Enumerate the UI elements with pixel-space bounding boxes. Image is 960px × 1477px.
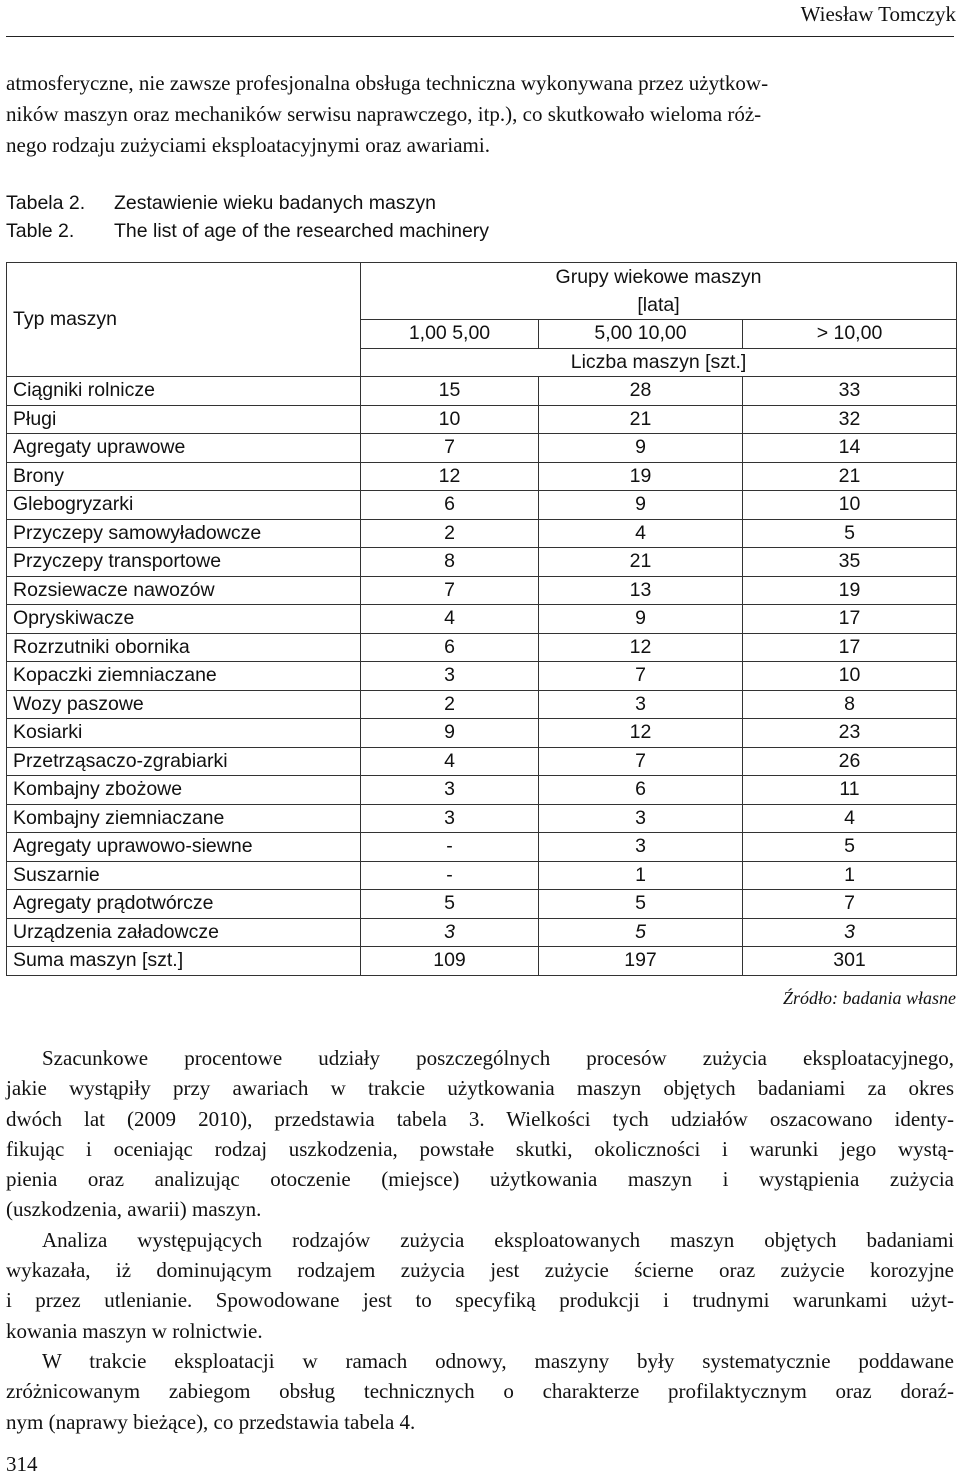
table-row	[7, 890, 957, 919]
row-count-cell: 7	[743, 890, 957, 919]
row-machine-type: Ciągniki rolnicze	[7, 377, 361, 406]
row-count-cell: 3	[361, 918, 539, 947]
body-line: W trakcie eksploatacji w ramach odnowy, maszyny były systematycznie poddawane	[42, 1348, 954, 1373]
body-line: Szacunkowe procentowe udziały poszczególnych procesów zużycia eksploatacyjnego,	[42, 1046, 954, 1070]
row-machine-type: Wozy paszowe	[7, 690, 361, 719]
row-machine-type: Rozrzutniki obornika	[7, 633, 361, 662]
table-row	[7, 548, 957, 577]
header-range: 5,00 10,00	[539, 320, 743, 349]
caption-title: The list of age of the researched machinery	[114, 220, 490, 242]
row-count-cell: 10	[361, 405, 539, 434]
row-count-cell: 3	[361, 776, 539, 805]
row-machine-type: Suszarnie	[7, 861, 361, 890]
row-count-cell: 6	[361, 491, 539, 520]
row-count-cell: 33	[743, 377, 957, 406]
row-count-cell: 7	[361, 576, 539, 605]
row-count-cell: -	[361, 861, 539, 890]
table-caption-en	[6, 220, 489, 243]
intro-paragraph	[6, 68, 952, 161]
intro-line: nego rodzaju zużyciami eksploatacyjnymi oraz awariami.	[6, 133, 490, 157]
row-count-cell: 2	[361, 690, 539, 719]
caption-title: Zestawienie wieku badanych maszyn	[114, 192, 436, 214]
header-rule	[6, 36, 954, 37]
row-machine-type: Glebogryzarki	[7, 491, 361, 520]
row-count-cell: 8	[743, 690, 957, 719]
row-count-cell: 15	[361, 377, 539, 406]
row-count-cell: 19	[743, 576, 957, 605]
table-row	[7, 861, 957, 890]
row-count-cell: 9	[539, 491, 743, 520]
row-machine-type: Urządzenia załadowcze	[7, 918, 361, 947]
row-count-cell: 21	[743, 462, 957, 491]
row-count-cell: 11	[743, 776, 957, 805]
table-row	[7, 662, 957, 691]
row-count-cell: 10	[743, 662, 957, 691]
row-count-cell: 3	[539, 833, 743, 862]
row-count-cell: 3	[539, 804, 743, 833]
body-line: jakie wystąpiły przy awariach w trakcie użytkowania maszyn objętych badaniami za okres	[6, 1076, 954, 1101]
row-count-cell: 9	[539, 434, 743, 463]
body-line: fikując i oceniając rodzaj uszkodzenia, powstałe skutki, okoliczności i warunki jego wystą-	[6, 1136, 954, 1161]
row-machine-type: Przyczepy transportowe	[7, 548, 361, 577]
row-count-cell: 7	[539, 747, 743, 776]
row-count-cell: 3	[539, 690, 743, 719]
intro-line: ników maszyn oraz mechaników serwisu naprawczego, itp.), co skutkowało wieloma róż-	[6, 102, 762, 126]
row-count-cell: 5	[361, 890, 539, 919]
row-machine-type: Kopaczki ziemniaczane	[7, 662, 361, 691]
row-count-cell: 1	[539, 861, 743, 890]
body-line: kowania maszyn w rolnictwie.	[6, 1318, 263, 1343]
row-count-cell: 28	[539, 377, 743, 406]
row-count-cell: -	[361, 833, 539, 862]
row-machine-type: Pługi	[7, 405, 361, 434]
row-machine-type: Agregaty uprawowo-siewne	[7, 833, 361, 862]
row-count-cell: 32	[743, 405, 957, 434]
source-note: Źródło: badania własne	[782, 988, 956, 1008]
table-row	[7, 605, 957, 634]
row-count-cell: 5	[743, 833, 957, 862]
intro-line: atmosferyczne, nie zawsze profesjonalna obsługa techniczna wykonywana przez użytkow-	[6, 71, 769, 95]
page-number: 314	[6, 1452, 38, 1476]
row-count-cell: 9	[539, 605, 743, 634]
row-machine-type: Kosiarki	[7, 719, 361, 748]
row-count-cell: 6	[539, 776, 743, 805]
table-row	[7, 462, 957, 491]
table-row	[7, 804, 957, 833]
table-row	[7, 719, 957, 748]
row-count-cell: 12	[539, 719, 743, 748]
row-count-cell: 5	[743, 519, 957, 548]
row-count-cell: 7	[539, 662, 743, 691]
body-text	[6, 1043, 954, 1437]
row-count-cell: 21	[539, 405, 743, 434]
row-machine-type: Przyczepy samowyładowcze	[7, 519, 361, 548]
row-count-cell: 19	[539, 462, 743, 491]
row-count-cell: 1	[743, 861, 957, 890]
body-paragraph	[6, 1346, 954, 1437]
row-count-cell: 5	[539, 918, 743, 947]
row-count-cell: 5	[539, 890, 743, 919]
row-count-cell: 12	[361, 462, 539, 491]
row-count-cell: 10	[743, 491, 957, 520]
table-row	[7, 776, 957, 805]
row-count-cell: 4	[361, 747, 539, 776]
header-age-groups	[361, 263, 957, 320]
row-machine-type: Agregaty uprawowe	[7, 434, 361, 463]
table-row	[7, 833, 957, 862]
body-line: i przez utlenianie. Spowodowane jest to specyfiką produkcji i trudnymi warunkami użyt-	[6, 1288, 954, 1313]
header-age-groups-unit: [lata]	[637, 294, 680, 316]
table-row	[7, 405, 957, 434]
table-caption-pl	[6, 192, 436, 215]
row-count-cell: 17	[743, 605, 957, 634]
header-age-groups-title: Grupy wiekowe maszyn	[555, 266, 762, 288]
total-count-cell: 301	[743, 947, 957, 976]
body-line: Analiza występujących rodzajów zużycia eksploatowanych maszyn objętych badaniami	[42, 1227, 954, 1252]
body-paragraph	[6, 1225, 954, 1346]
total-label: Suma maszyn [szt.]	[7, 947, 361, 976]
row-count-cell: 9	[361, 719, 539, 748]
row-machine-type: Rozsiewacze nawozów	[7, 576, 361, 605]
total-row	[7, 947, 957, 976]
running-header-author: Wiesław Tomczyk	[800, 2, 956, 26]
table-row	[7, 377, 957, 406]
table-row	[7, 918, 957, 947]
row-machine-type: Agregaty prądotwórcze	[7, 890, 361, 919]
table-row	[7, 747, 957, 776]
row-count-cell: 3	[361, 804, 539, 833]
table-row	[7, 519, 957, 548]
machinery-age-table	[6, 262, 957, 976]
table-row	[7, 690, 957, 719]
table-row	[7, 491, 957, 520]
header-range: > 10,00	[743, 320, 957, 349]
row-machine-type: Kombajny zbożowe	[7, 776, 361, 805]
row-count-cell: 6	[361, 633, 539, 662]
row-count-cell: 14	[743, 434, 957, 463]
body-line: nym (naprawy bieżące), co przedstawia tabela 4.	[6, 1409, 416, 1434]
row-count-cell: 17	[743, 633, 957, 662]
header-range: 1,00 5,00	[361, 320, 539, 349]
body-line: (uszkodzenia, awarii) maszyn.	[6, 1197, 262, 1222]
row-count-cell: 12	[539, 633, 743, 662]
row-count-cell: 3	[361, 662, 539, 691]
body-paragraph	[6, 1043, 954, 1225]
row-machine-type: Brony	[7, 462, 361, 491]
row-count-cell: 21	[539, 548, 743, 577]
row-count-cell: 8	[361, 548, 539, 577]
caption-number: Table 2.	[6, 220, 75, 242]
row-machine-type: Kombajny ziemniaczane	[7, 804, 361, 833]
row-count-cell: 4	[743, 804, 957, 833]
row-count-cell: 4	[539, 519, 743, 548]
total-count-cell: 109	[361, 947, 539, 976]
row-count-cell: 4	[361, 605, 539, 634]
table-row	[7, 434, 957, 463]
table-row	[7, 633, 957, 662]
row-count-cell: 7	[361, 434, 539, 463]
row-count-cell: 35	[743, 548, 957, 577]
row-machine-type: Opryskiwacze	[7, 605, 361, 634]
table-row	[7, 576, 957, 605]
row-count-cell: 23	[743, 719, 957, 748]
body-line: wykazała, iż dominującym rodzajem zużycia jest zużycie ścierne oraz zużycie korozyjne	[6, 1258, 954, 1283]
body-line: zróżnicowanym zabiegom obsług technicznych o charakterze profilaktycznym oraz doraź-	[6, 1379, 954, 1404]
header-count-label: Liczba maszyn [szt.]	[361, 348, 957, 377]
body-line: pienia oraz analizując otoczenie (miejsce) użytkowania maszyn i wystąpienia zużycia	[6, 1167, 954, 1192]
row-count-cell: 13	[539, 576, 743, 605]
caption-number: Tabela 2.	[6, 192, 86, 214]
row-machine-type: Przetrząsaczo-zgrabiarki	[7, 747, 361, 776]
row-count-cell: 2	[361, 519, 539, 548]
row-count-cell: 3	[743, 918, 957, 947]
row-count-cell: 26	[743, 747, 957, 776]
total-count-cell: 197	[539, 947, 743, 976]
header-machine-type: Typ maszyn	[7, 263, 361, 377]
body-line: dwóch lat (2009 2010), przedstawia tabela 3. Wielkości tych udziałów oszacowano identy-	[6, 1106, 954, 1131]
